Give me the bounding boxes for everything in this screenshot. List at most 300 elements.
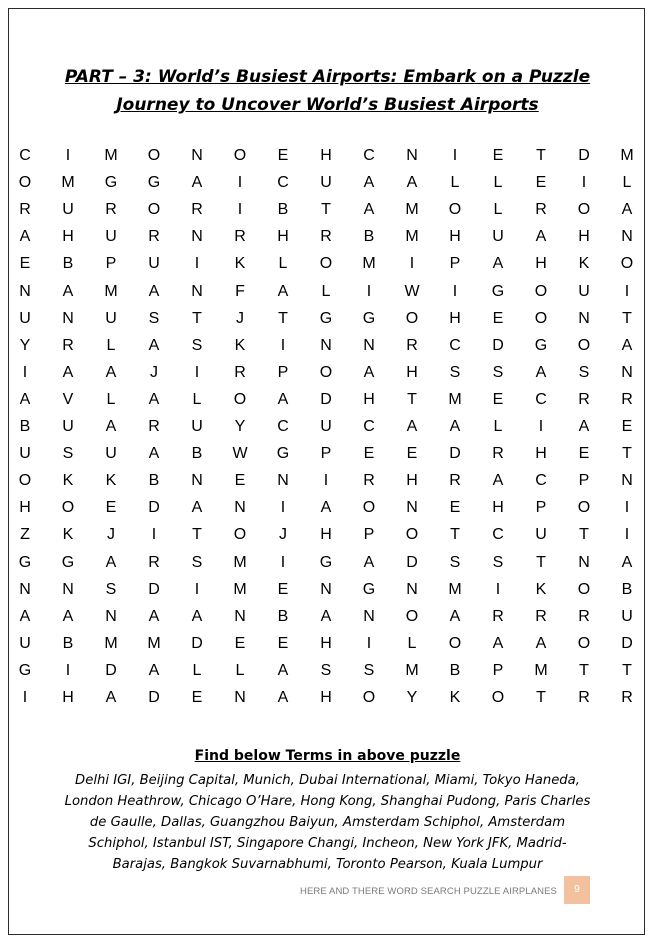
grid-letter: U [19,445,31,463]
grid-letter: U [320,174,332,192]
grid-letter: I [194,255,200,273]
grid-letter: K [578,255,590,273]
grid-letter: A [105,418,117,435]
grid-letter: M [405,201,419,219]
grid-letter: R [578,607,590,625]
grid-letter: N [234,607,246,625]
grid-letter: U [148,255,160,273]
grid-letter: P [363,526,375,544]
grid-letter: I [22,363,28,381]
grid-letter: E [277,580,289,598]
grid-letter: O [534,282,548,300]
grid-letter: H [320,147,332,164]
grid-letter: N [191,147,203,164]
grid-letter: G [104,174,118,192]
grid-letter: E [363,445,375,463]
grid-letter: G [147,174,161,192]
grid-letter: B [148,472,160,490]
grid-letter: L [192,390,202,408]
grid-letter: A [148,336,160,354]
grid-letter: I [280,553,286,571]
grid-letter: A [62,282,74,300]
grid-letter: A [363,363,375,381]
grid-letter: P [578,472,590,490]
grid-letter: R [105,201,117,219]
grid-letter: S [578,363,590,381]
grid-letter: G [61,553,75,571]
grid-letter: D [621,634,633,652]
grid-letter: K [535,580,547,598]
grid-letter: A [320,499,332,517]
grid-letter: L [493,418,503,435]
grid-letter: B [449,661,461,679]
grid-letter: G [362,309,376,327]
grid-letter: L [106,336,116,354]
grid-letter: G [319,553,333,571]
grid-letter: M [147,634,161,652]
grid-letter: D [148,689,160,706]
grid-letter: I [237,174,243,192]
grid-letter: R [234,363,246,381]
grid-letter: D [578,147,590,164]
grid-letter: K [62,526,74,544]
grid-letter: I [495,580,501,598]
grid-letter: R [621,390,633,408]
grid-letter: A [449,418,461,435]
terms-line: London Heathrow, Chicago O’Hare, Hong Kong, Shanghai Pudong, Paris Charles [64,794,591,809]
grid-letter: A [449,607,461,625]
grid-letter: D [492,336,504,354]
grid-letter: N [105,607,117,625]
grid-letter: I [237,201,243,219]
grid-letter: A [621,201,633,219]
grid-letter: O [61,499,75,517]
page-number-badge: 9 [564,876,590,904]
grid-letter: N [406,580,418,598]
grid-letter: O [147,147,161,164]
grid-letter: J [107,526,115,544]
grid-letter: E [492,147,504,164]
grid-letter: S [62,445,74,463]
grid-letter: I [366,634,372,652]
grid-letter: E [449,499,461,517]
grid-letter: A [406,174,418,192]
grid-letter: B [191,445,203,463]
grid-letter: O [319,255,333,273]
grid-letter: K [234,255,246,273]
grid-letter: G [18,661,32,679]
grid-letter: H [449,309,461,327]
grid-letter: M [620,147,634,164]
grid-letter: O [577,499,591,517]
grid-letter: M [233,580,247,598]
grid-letter: A [277,390,289,408]
grid-letter: L [493,201,503,219]
grid-letter: O [577,336,591,354]
grid-letter: S [449,363,461,381]
grid-letter: I [280,499,286,517]
grid-letter: A [19,390,31,408]
grid-letter: E [277,147,289,164]
grid-letter: O [233,147,247,164]
grid-letter: H [62,228,74,246]
grid-letter: B [19,418,31,435]
grid-letter: R [578,689,590,706]
grid-letter: H [19,499,31,517]
grid-letter: A [277,661,289,679]
grid-letter: R [148,228,160,246]
grid-letter: S [191,336,203,354]
grid-letter: P [492,661,504,679]
grid-letter: N [406,499,418,517]
grid-letter: O [18,472,32,490]
grid-letter: I [538,418,544,435]
grid-letter: A [363,553,375,571]
grid-letter: O [577,634,591,652]
grid-letter: N [406,147,418,164]
grid-letter: E [621,418,633,435]
grid-letter: O [448,201,462,219]
grid-letter: T [622,661,632,679]
grid-letter: T [622,445,632,463]
grid-letter: A [492,255,504,273]
grid-letter: I [65,661,71,679]
grid-letter: U [535,526,547,544]
grid-letter: A [148,661,160,679]
grid-letter: G [362,580,376,598]
grid-letter: H [406,363,418,381]
grid-letter: R [62,336,74,354]
grid-letter: U [578,282,590,300]
grid-letter: U [62,201,74,219]
grid-letter: I [65,147,71,164]
grid-letter: H [535,255,547,273]
grid-letter: O [233,390,247,408]
grid-letter: E [578,445,590,463]
grid-letter: C [492,526,504,544]
grid-letter: O [577,580,591,598]
grid-letter: A [148,607,160,625]
grid-letter: O [620,255,634,273]
grid-letter: M [104,282,118,300]
grid-letter: A [19,607,31,625]
grid-letter: J [150,363,158,381]
grid-letter: H [363,390,375,408]
grid-letter: A [535,634,547,652]
grid-letter: J [279,526,287,544]
grid-letter: P [277,363,289,381]
grid-letter: O [319,363,333,381]
grid-letter: U [320,418,332,435]
grid-letter: M [448,580,462,598]
grid-letter: R [19,201,31,219]
grid-letter: L [321,282,331,300]
grid-letter: L [493,174,503,192]
grid-letter: A [191,174,203,192]
grid-letter: A [148,390,160,408]
grid-letter: N [234,499,246,517]
grid-letter: W [232,445,248,463]
grid-letter: U [191,418,203,435]
grid-letter: A [19,228,31,246]
grid-letter: N [320,580,332,598]
grid-letter: S [449,553,461,571]
grid-letter: P [320,445,332,463]
grid-letter: Y [19,336,31,354]
grid-letter: K [105,472,117,490]
grid-letter: E [492,390,504,408]
grid-letter: O [362,499,376,517]
grid-letter: U [62,418,74,435]
grid-letter: T [622,309,632,327]
grid-letter: G [18,553,32,571]
grid-letter: V [62,390,74,408]
grid-letter: R [535,607,547,625]
grid-letter: O [405,607,419,625]
grid-letter: I [366,282,372,300]
grid-letter: N [363,607,375,625]
grid-letter: I [151,526,157,544]
grid-letter: A [406,418,418,435]
grid-letter: A [62,607,74,625]
grid-letter: P [105,255,117,273]
terms-line: Schiphol, Istanbul IST, Singapore Changi, Incheon, New York JFK, Madrid- [88,836,567,851]
grid-letter: E [277,634,289,652]
grid-letter: S [320,661,332,679]
grid-letter: O [534,309,548,327]
grid-letter: M [534,661,548,679]
grid-letter: N [363,336,375,354]
grid-letter: N [320,336,332,354]
grid-letter: C [363,147,375,164]
grid-letter: E [234,634,246,652]
grid-letter: E [492,309,504,327]
grid-letter: A [148,282,160,300]
grid-letter: R [492,607,504,625]
grid-letter: I [452,147,458,164]
grid-letter: B [363,228,375,246]
grid-letter: R [406,336,418,354]
grid-letter: H [277,228,289,246]
grid-letter: T [579,661,589,679]
grid-letter: E [234,472,246,490]
grid-letter: C [277,174,289,192]
grid-letter: T [450,526,460,544]
grid-letter: D [449,445,461,463]
grid-letter: L [192,661,202,679]
grid-letter: A [621,336,633,354]
grid-letter: A [320,607,332,625]
grid-letter: G [491,282,505,300]
grid-letter: D [105,661,117,679]
terms-line: Delhi IGI, Beijing Capital, Munich, Dubai International, Miami, Tokyo Haneda, [75,773,580,788]
grid-letter: K [449,689,461,706]
grid-letter: H [449,228,461,246]
grid-letter: E [105,499,117,517]
grid-letter: S [191,553,203,571]
grid-letter: L [450,174,460,192]
page-title-line-2: Journey to Uncover World’s Busiest Airports [116,95,539,115]
grid-letter: C [535,390,547,408]
grid-letter: B [277,607,289,625]
grid-letter: P [449,255,461,273]
grid-letter: N [191,472,203,490]
grid-letter: I [624,499,630,517]
grid-letter: O [147,201,161,219]
grid-letter: D [406,553,418,571]
grid-letter: H [578,228,590,246]
grid-letter: G [276,445,290,463]
grid-letter: I [624,282,630,300]
grid-letter: M [405,661,419,679]
grid-letter: Z [20,526,30,544]
grid-letter: M [104,634,118,652]
grid-letter: R [363,472,375,490]
grid-letter: O [18,174,32,192]
grid-letter: A [62,363,74,381]
grid-letter: L [106,390,116,408]
grid-letter: B [621,580,633,598]
grid-letter: U [19,634,31,652]
grid-letter: A [191,499,203,517]
grid-letter: A [621,553,633,571]
grid-letter: R [148,418,160,435]
grid-letter: A [492,472,504,490]
grid-letter: J [236,309,244,327]
grid-letter: N [19,580,31,598]
grid-letter: R [234,228,246,246]
grid-letter: N [19,282,31,300]
grid-letter: A [191,607,203,625]
grid-letter: U [105,228,117,246]
grid-letter: Y [234,418,246,435]
grid-letter: T [536,147,546,164]
terms-line: de Gaulle, Dallas, Guangzhou Baiyun, Amsterdam Schiphol, Amsterdam [89,815,566,830]
grid-letter: H [406,472,418,490]
grid-letter: I [22,689,28,706]
grid-letter: T [536,689,546,706]
grid-letter: A [105,553,117,571]
grid-letter: R [191,201,203,219]
grid-letter: D [148,499,160,517]
grid-letter: A [277,689,289,706]
grid-letter: C [449,336,461,354]
grid-letter: E [191,689,203,706]
grid-letter: T [192,309,202,327]
grid-letter: M [362,255,376,273]
find-terms-heading: Find below Terms in above puzzle [194,748,461,764]
grid-letter: G [319,309,333,327]
grid-letter: A [363,174,375,192]
grid-letter: B [62,634,74,652]
grid-letter: N [621,228,633,246]
grid-letter: D [320,390,332,408]
grid-letter: T [278,309,288,327]
grid-letter: N [191,228,203,246]
grid-letter: L [278,255,288,273]
grid-letter: M [61,174,75,192]
grid-letter: N [621,363,633,381]
grid-letter: C [535,472,547,490]
grid-letter: A [578,418,590,435]
grid-letter: R [320,228,332,246]
page-title-line-1: PART – 3: World’s Busiest Airports: Embark on a Puzzle [64,67,591,87]
grid-letter: L [235,661,245,679]
grid-letter: T [536,553,546,571]
grid-letter: R [449,472,461,490]
grid-letter: A [105,689,117,706]
grid-letter: R [148,553,160,571]
grid-letter: K [62,472,74,490]
grid-letter: T [579,526,589,544]
grid-letter: W [404,282,420,300]
grid-letter: N [578,309,590,327]
grid-letter: R [621,689,633,706]
grid-letter: U [492,228,504,246]
grid-letter: U [105,445,117,463]
grid-letter: O [405,309,419,327]
grid-letter: K [234,336,246,354]
grid-letter: H [62,689,74,706]
grid-letter: O [362,689,376,706]
grid-letter: G [534,336,548,354]
grid-letter: O [448,634,462,652]
grid-letter: N [234,689,246,706]
grid-letter: H [320,689,332,706]
grid-letter: N [191,282,203,300]
grid-letter: A [535,228,547,246]
grid-letter: I [194,363,200,381]
grid-letter: S [363,661,375,679]
grid-letter: N [578,553,590,571]
grid-letter: I [194,580,200,598]
grid-letter: M [448,390,462,408]
grid-letter: S [492,363,504,381]
grid-letter: I [280,336,286,354]
grid-letter: T [192,526,202,544]
grid-letter: O [491,689,505,706]
grid-letter: Y [406,689,418,706]
grid-letter: S [492,553,504,571]
grid-letter: N [62,309,74,327]
grid-letter: A [105,363,117,381]
grid-letter: A [492,634,504,652]
grid-letter: B [277,201,289,219]
grid-letter: U [19,309,31,327]
grid-letter: T [407,390,417,408]
grid-letter: A [277,282,289,300]
grid-letter: E [535,174,547,192]
grid-letter: A [148,445,160,463]
grid-letter: C [277,418,289,435]
grid-letter: S [148,309,160,327]
grid-letter: L [407,634,417,652]
grid-letter: R [535,201,547,219]
grid-letter: A [535,363,547,381]
grid-letter: A [363,201,375,219]
grid-letter: O [405,526,419,544]
grid-letter: H [320,634,332,652]
grid-letter: C [363,418,375,435]
grid-letter: M [405,228,419,246]
grid-letter: E [19,255,31,273]
grid-letter: N [277,472,289,490]
grid-letter: U [621,607,633,625]
grid-letter: H [492,499,504,517]
footer-book-title: HERE AND THERE WORD SEARCH PUZZLE AIRPLANES [300,886,557,897]
grid-letter: D [191,634,203,652]
grid-letter: M [104,147,118,164]
